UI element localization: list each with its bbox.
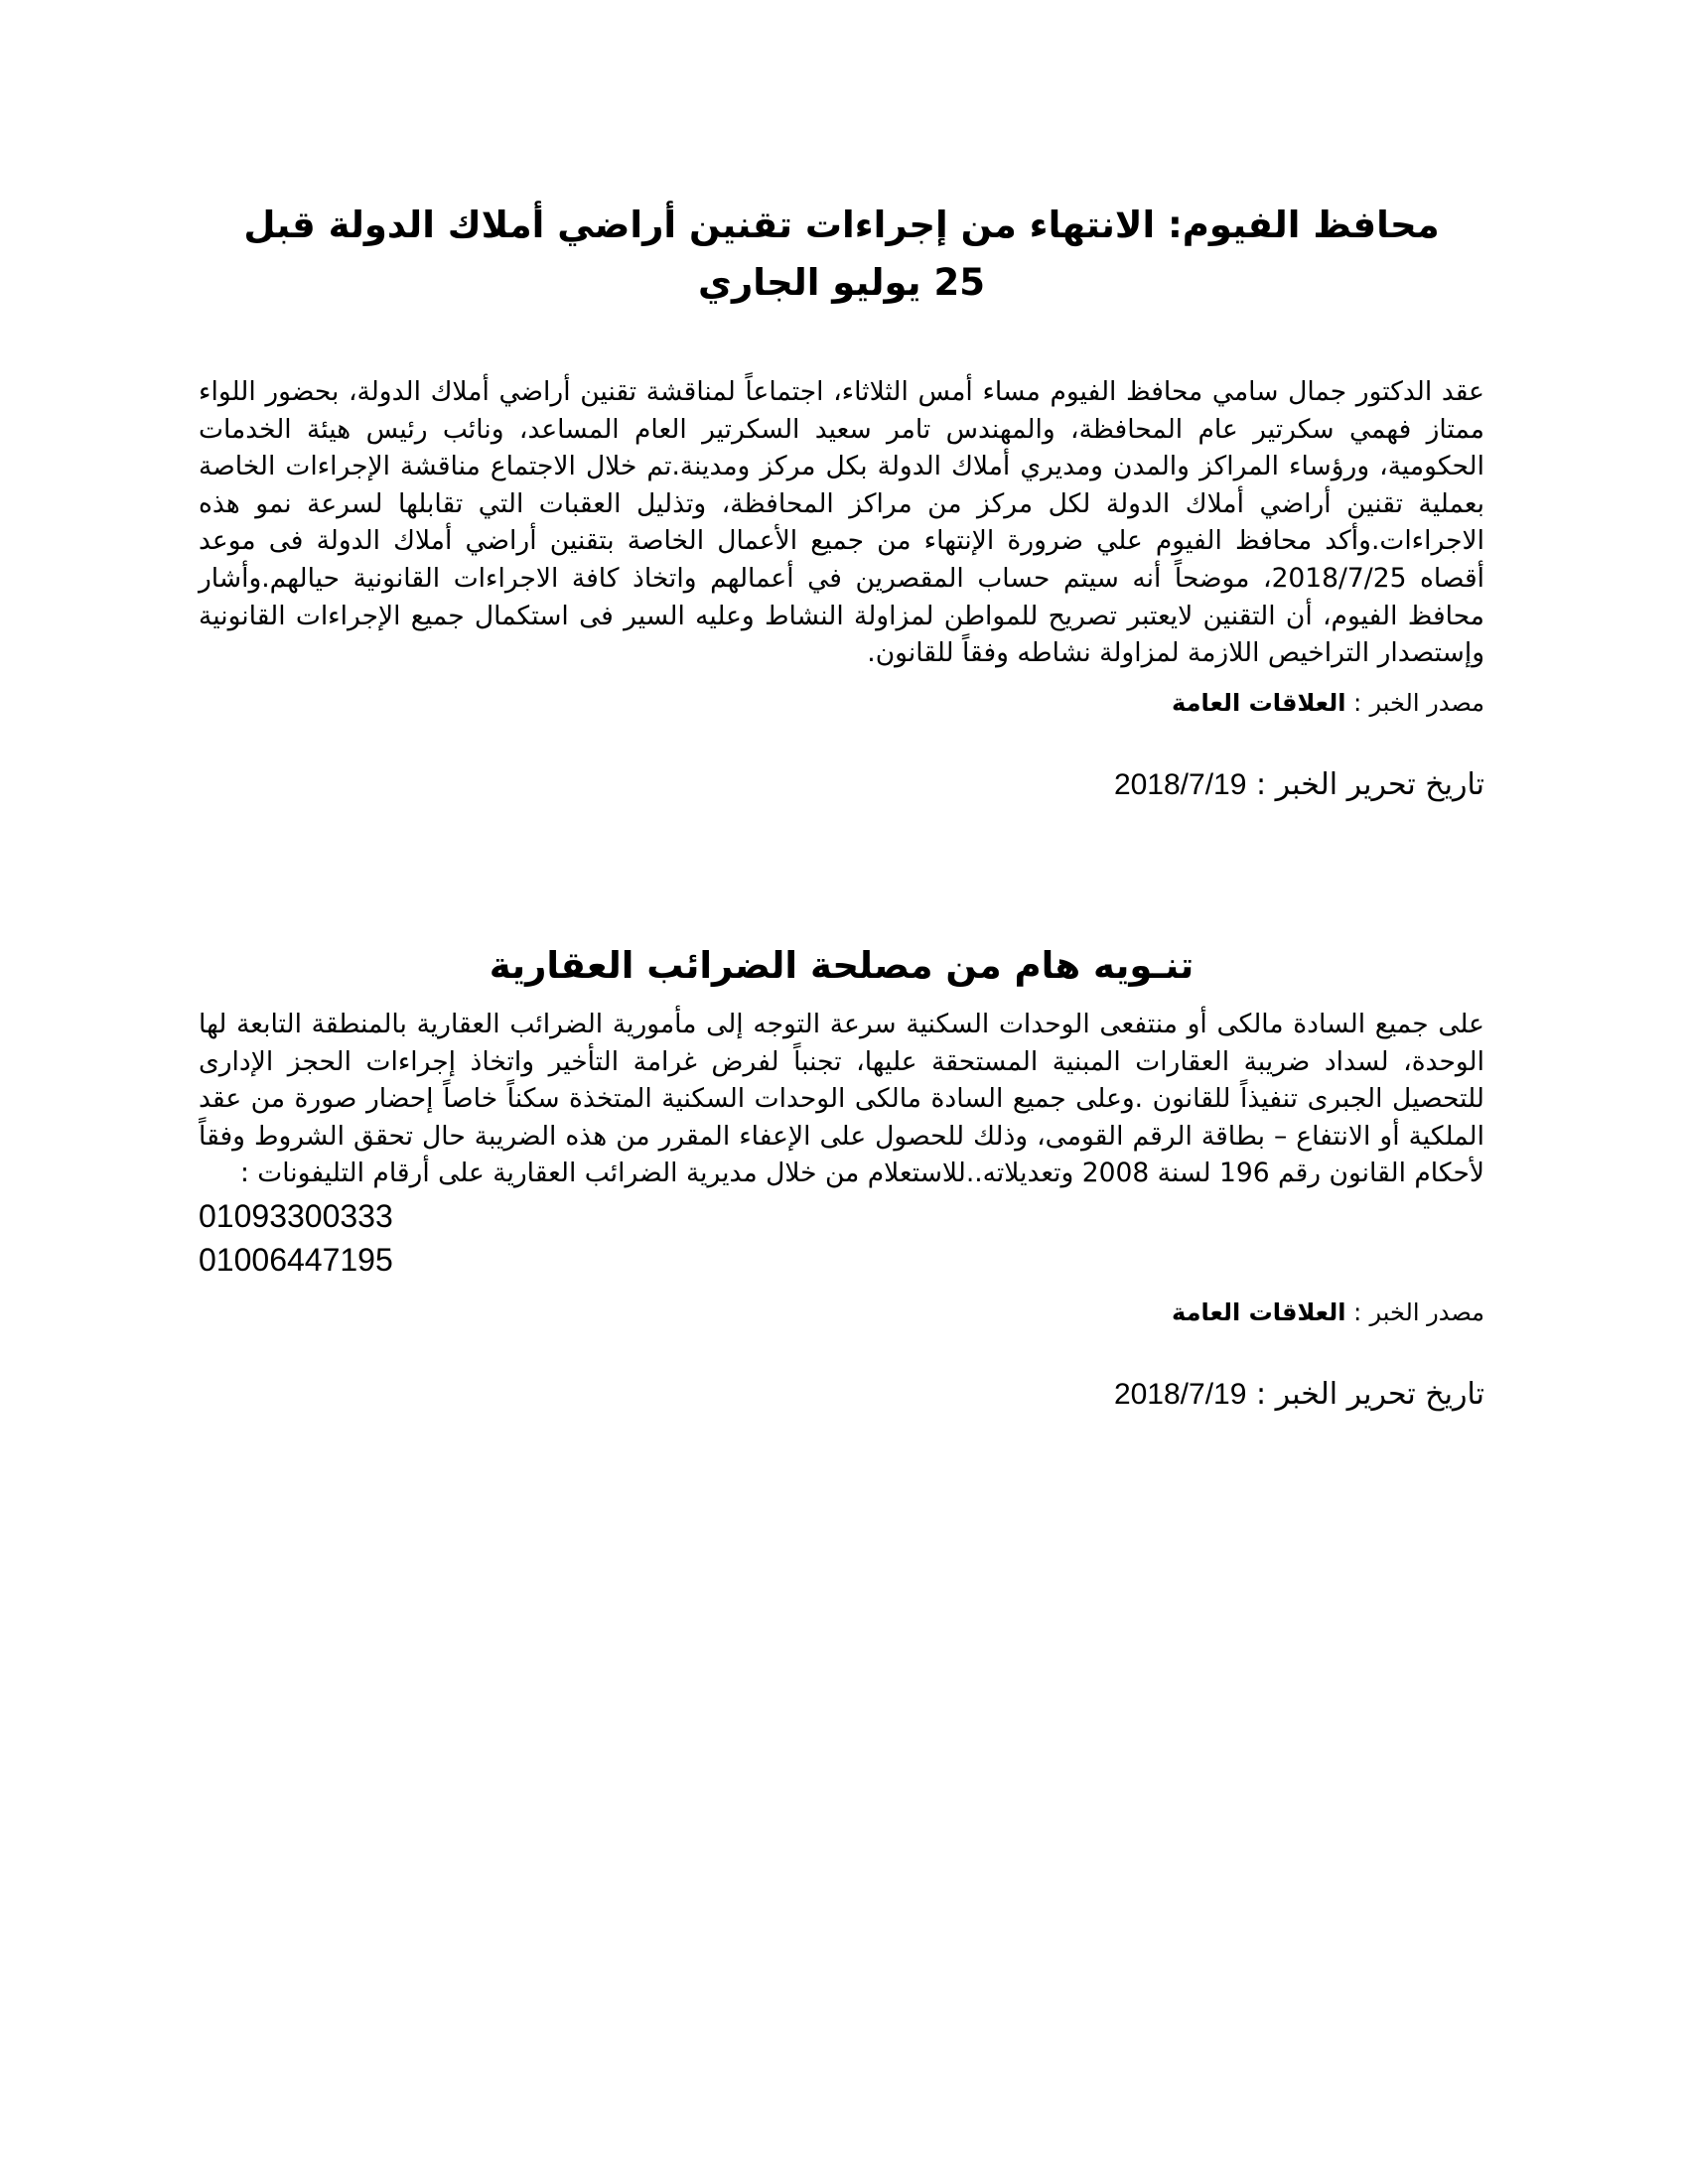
news-date-value: 2018/7/19 <box>1113 1377 1247 1411</box>
news-date-label: تاريخ تحرير الخبر <box>1275 1376 1484 1412</box>
news-source <box>199 1296 1484 1329</box>
news-source-label: مصدر الخبر <box>1369 1297 1484 1326</box>
article-headline: محافظ الفيوم: الانتهاء من إجراءات تقنين أراضي أملاك الدولة قبل 25 يوليو الجاري <box>243 204 1440 304</box>
news-source-label: مصدر الخبر <box>1369 688 1484 717</box>
news-date-separator: : <box>1246 1376 1267 1412</box>
phone-number: 01006447195 <box>199 1241 393 1278</box>
article-property-tax <box>199 938 1484 1415</box>
article-body: عقد الدكتور جمال سامي محافظ الفيوم مساء أمس الثلاثاء، اجتماعاً لمناقشة تقنين أراضي أملاك الدولة، بحضور اللواء ممتاز فهمي سكرتير عام المحافظة، والمهندس تامر سعيد السكرتير العام المساعد، ونائب رئيس هيئة الخدمات الحكومية، ورؤساء المراكز والمدن ومديري أملاك الدولة بكل مركز ومدينة.تم خلال الاجتماع مناقشة الإجراءات الخاصة بعملية تقنين أراضي أملاك الدولة لكل مركز من مراكز المحافظة، وتذليل العقبات التي تقابلها لسرعة نمو هذه الاجراءات.وأكد محافظ الفيوم علي ضرورة الإنتهاء من جميع الأعمال الخاصة بتقنين أراضي أملاك الدولة فى موعد أقصاه 2018/7/25، موضحاً أنه سيتم حساب المقصرين في أعمالهم واتخاذ كافة الاجراءات القانونية حيالهم.وأشار محافظ الفيوم، أن التقنين لايعتبر تصريح للمواطن لمزاولة النشاط وعليه السير فى استكمال جميع الإجراءات القانونية وإستصدار التراخيص اللازمة لمزاولة نشاطه وفقاً للقانون. <box>199 376 1484 669</box>
phone-number: 01093300333 <box>199 1197 393 1234</box>
news-date <box>199 765 1484 805</box>
news-source-separator: : <box>1345 1297 1362 1326</box>
news-date-separator: : <box>1246 766 1267 802</box>
news-source-value: العلاقات العامة <box>1172 1297 1346 1326</box>
phone-list <box>199 1194 1484 1282</box>
news-date-label: تاريخ تحرير الخبر <box>1275 766 1484 802</box>
article-body: على جميع السادة مالكى أو منتفعى الوحدات السكنية سرعة التوجه إلى مأمورية الضرائب العقارية بالمنطقة التابعة لها الوحدة، لسداد ضريبة العقارات المبنية المستحقة عليها، تجنباً لفرض غرامة التأخير واتخاذ إجراءات الحجز الإدارى للتحصيل الجبرى تنفيذاً للقانون .وعلى جميع السادة مالكى الوحدات السكنية المتخذة سكناً خاصاً إحضار صورة من عقد الملكية أو الانتفاع – بطاقة الرقم القومى، وذلك للحصول على الإعفاء المقرر من هذه الضريبة حال تحقق الشروط وفقاً لأحكام القانون رقم 196 لسنة 2008 وتعديلاته..للاستعلام من خلال مديرية الضرائب العقارية على أرقام التليفونات : <box>199 1009 1484 1189</box>
news-source-value: العلاقات العامة <box>1172 688 1346 717</box>
news-source-separator: : <box>1345 688 1362 717</box>
news-source <box>199 686 1484 720</box>
article-headline: تنـويه هام من مصلحة الضرائب العقارية <box>489 944 1195 987</box>
news-date-value: 2018/7/19 <box>1113 767 1247 801</box>
news-date <box>199 1375 1484 1415</box>
article-governor-land <box>199 197 1484 805</box>
